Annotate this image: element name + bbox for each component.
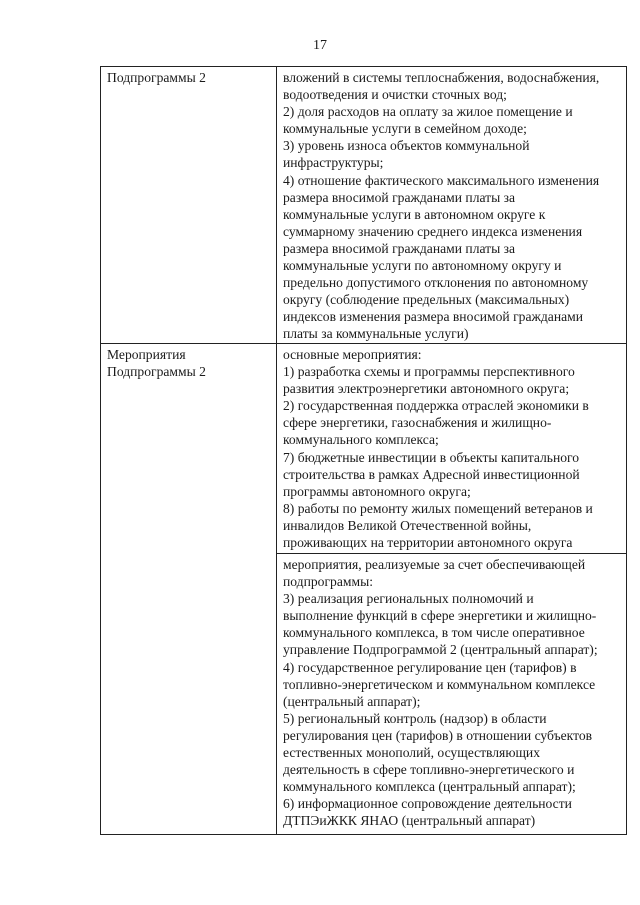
text-line: 7) бюджетные инвестиции в объекты капитального [283, 449, 580, 465]
text-line: 2) доля расходов на оплату за жилое помещение и [283, 104, 573, 120]
text-line: топливно-энергетическом и коммунальном комплексе [283, 676, 596, 692]
text-line: 8) работы по ремонту жилых помещений ветеранов и [283, 500, 593, 516]
text-line: платы за коммунальные услуги) [283, 326, 469, 342]
text-line: управление Подпрограммой 2 (центральный аппарат); [283, 642, 598, 658]
text-line: естественных монополий, осуществляющих [283, 745, 541, 761]
program-table [100, 66, 627, 835]
text-line: мероприятия, реализуемые за счет обеспечивающей [283, 557, 586, 572]
page-number: 17 [313, 38, 327, 53]
row-content-cell [277, 67, 627, 344]
text-line: суммарному значению среднего индекса изменения [283, 223, 583, 239]
text-line: коммунального комплекса, в том числе оперативное [283, 625, 585, 641]
text-line: инвалидов Великой Отечественной войны, [283, 517, 532, 533]
text-line: 2) государственная поддержка отраслей экономики в [283, 398, 589, 414]
text-line: сфере энергетики, газоснабжения и жилищно- [283, 415, 552, 431]
table-row [101, 67, 627, 344]
text-line: Подпрограммы 2 [107, 364, 206, 380]
text-line: размера вносимой гражданами платы за [283, 189, 516, 205]
text-line: деятельность в сфере топливно-энергетического и [283, 762, 575, 778]
text-line: коммунальные услуги в семейном доходе; [283, 121, 527, 137]
text-line: ДТПЭиЖКК ЯНАО (центральный аппарат) [283, 813, 536, 829]
text-line: инфраструктуры; [283, 155, 384, 171]
text-line: коммунального комплекса (центральный аппарат); [283, 779, 576, 795]
text-line: программы автономного округа; [283, 483, 471, 499]
row-content-cell [277, 344, 627, 554]
text-line: развития электроэнергетики автономного округа; [283, 381, 570, 397]
text-line: 1) разработка схемы и программы перспективного [283, 364, 575, 380]
text-line: Мероприятия [107, 347, 186, 362]
row-content [283, 344, 622, 553]
row-content [283, 554, 622, 834]
table-row [101, 344, 627, 554]
text-line: регулирования цен (тарифов) в отношении субъектов [283, 727, 593, 743]
text-line: водоотведения и очистки сточных вод; [283, 87, 507, 103]
text-line: размера вносимой гражданами платы за [283, 240, 516, 256]
row-label-cell [101, 344, 277, 835]
text-line: коммунальные услуги в автономном округе к [283, 206, 546, 222]
text-line: предельно допустимого отклонения по автономному [283, 275, 589, 291]
text-line: строительства в рамках Адресной инвестиционной [283, 466, 580, 482]
text-line: проживающих на территории автономного округа [283, 535, 573, 551]
text-line: подпрограммы: [283, 574, 373, 590]
text-line: 3) реализация региональных полномочий и [283, 591, 534, 607]
row-content [283, 67, 622, 343]
row-label [107, 344, 272, 381]
text-line: 4) отношение фактического максимального изменения [283, 172, 600, 188]
text-line: выполнение функций в сфере энергетики и жилищно- [283, 608, 597, 624]
text-line: основные мероприятия: [283, 347, 422, 362]
text-line: коммунального комплекса; [283, 432, 439, 448]
text-line: вложений в системы теплоснабжения, водоснабжения, [283, 70, 600, 85]
text-line: округу (соблюдение предельных (максимальных) [283, 292, 570, 308]
row-content-cell [277, 554, 627, 835]
text-line: Подпрограммы 2 [107, 70, 206, 85]
row-label [107, 67, 272, 87]
text-line: 3) уровень износа объектов коммунальной [283, 138, 530, 154]
text-line: коммунальные услуги по автономному округу и [283, 258, 562, 274]
row-label-cell [101, 67, 277, 344]
text-line: 4) государственное регулирование цен (тарифов) в [283, 659, 577, 675]
text-line: (центральный аппарат); [283, 693, 421, 709]
text-line: индексов изменения размера вносимой гражданами [283, 309, 584, 325]
text-line: 6) информационное сопровождение деятельности [283, 796, 572, 812]
text-line: 5) региональный контроль (надзор) в области [283, 710, 547, 726]
